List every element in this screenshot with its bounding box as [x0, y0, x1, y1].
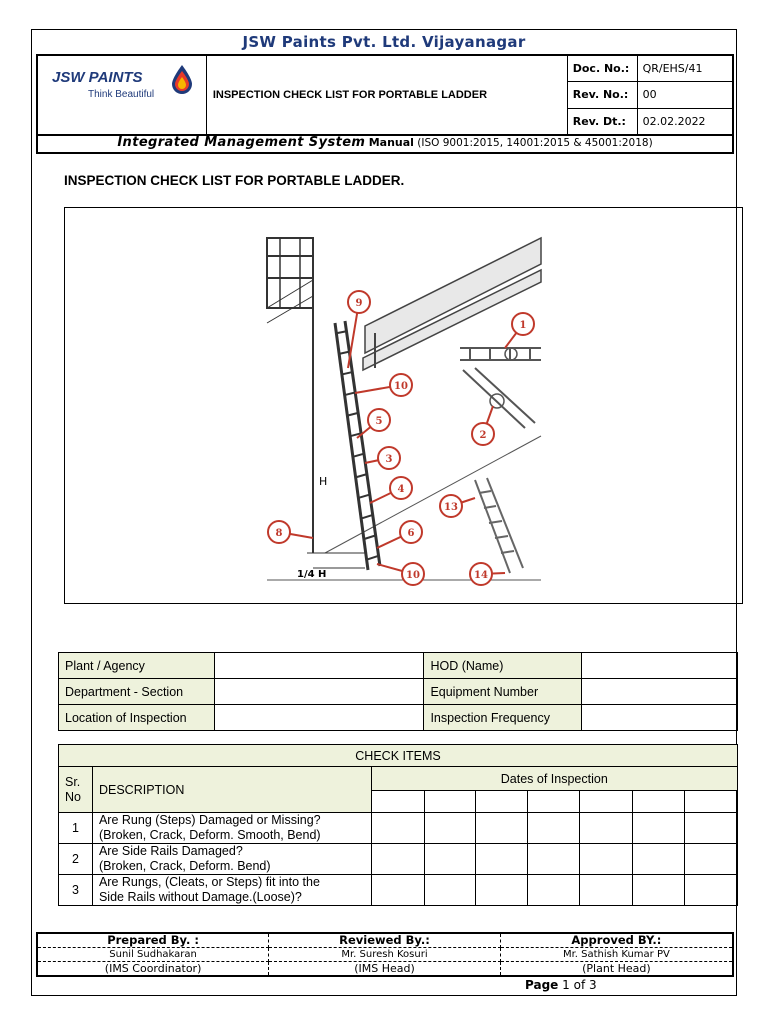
- ladder-rung: [364, 535, 376, 539]
- inspection-date-cell[interactable]: [424, 844, 476, 875]
- reviewed-by-role: (IMS Head): [269, 962, 501, 977]
- inspection-date-header-cell[interactable]: [633, 791, 685, 813]
- sr-no-header: Sr. No: [59, 767, 93, 813]
- plant-agency-field[interactable]: [214, 653, 424, 679]
- check-items-body: [59, 813, 738, 906]
- logo-cell: [37, 55, 206, 135]
- callout-number: 13: [444, 502, 458, 513]
- check-item-description: [92, 813, 371, 844]
- check-item-sr: 1: [59, 813, 93, 844]
- info-row: [59, 705, 738, 731]
- inspection-date-header-cell[interactable]: [685, 791, 738, 813]
- rev-date-label: Rev. Dt.:: [567, 108, 637, 135]
- inspection-date-cell[interactable]: [476, 844, 528, 875]
- prepared-by-role: (IMS Coordinator): [37, 962, 269, 977]
- check-item-sr: 2: [59, 844, 93, 875]
- callout-number: 10: [406, 570, 420, 581]
- inspection-date-cell[interactable]: [528, 875, 580, 906]
- ladder-rung: [358, 495, 369, 498]
- check-item-description: [92, 844, 371, 875]
- inspection-date-cell[interactable]: [371, 844, 424, 875]
- check-item-line1: Are Side Rails Damaged?: [98, 844, 243, 858]
- dates-header: Dates of Inspection: [371, 767, 737, 791]
- company-name: JSW Paints Pvt. Ltd. Vijayanagar: [242, 33, 526, 51]
- check-item-line2: (Broken, Crack, Deform. Bend): [98, 859, 271, 873]
- reviewed-by-name: Mr. Suresh Kosuri: [269, 948, 501, 962]
- check-item-row: [59, 875, 738, 906]
- inspection-date-cell[interactable]: [580, 813, 633, 844]
- ladder-rung: [361, 515, 373, 519]
- rev-no-value: 00: [637, 82, 733, 109]
- detail-ladder-bottom: [475, 478, 523, 573]
- approved-by-label: Approved BY.:: [500, 933, 733, 948]
- check-item-line2: (Broken, Crack, Deform. Smooth, Bend): [98, 828, 321, 842]
- prepared-by-name: Sunil Sudhakaran: [37, 948, 269, 962]
- inspection-date-cell[interactable]: [633, 813, 685, 844]
- ladder-rung: [345, 392, 356, 395]
- inspection-date-cell[interactable]: [371, 813, 424, 844]
- ims-title: Integrated Management System: [117, 135, 366, 150]
- page-number: [525, 978, 597, 992]
- inspection-date-cell[interactable]: [476, 875, 528, 906]
- approved-by-name: Mr. Sathish Kumar PV: [500, 948, 733, 962]
- wall-structure: [267, 238, 313, 553]
- ims-manual: Manual: [368, 136, 414, 149]
- document-header: [36, 54, 734, 136]
- callout-number: 2: [479, 430, 487, 441]
- approved-by-role: (Plant Head): [582, 962, 651, 975]
- inspection-frequency-label: Inspection Frequency: [424, 705, 582, 731]
- page-total: 3: [589, 978, 597, 992]
- document-title: INSPECTION CHECK LIST FOR PORTABLE LADDER: [206, 55, 567, 135]
- inspection-date-cell[interactable]: [685, 813, 738, 844]
- ladder-rung: [356, 474, 367, 477]
- callout-number: 3: [385, 454, 393, 465]
- base-label: 1/4 H: [297, 569, 327, 580]
- check-item-row: [59, 813, 738, 844]
- callout-number: 1: [519, 320, 527, 331]
- inspection-date-cell[interactable]: [633, 844, 685, 875]
- rev-date-value: 02.02.2022: [637, 108, 733, 135]
- inspection-date-cell[interactable]: [685, 844, 738, 875]
- location-field[interactable]: [214, 705, 424, 731]
- ladder-rung: [339, 352, 349, 354]
- check-item-description: [92, 875, 371, 906]
- callout-number: 10: [394, 381, 408, 392]
- check-item-line1: Are Rungs, (Cleats, or Steps) fit into the: [98, 875, 320, 889]
- prepared-by-label: Prepared By. :: [37, 933, 269, 948]
- inspection-date-cell[interactable]: [580, 875, 633, 906]
- callout-number: 9: [355, 298, 363, 309]
- logo-tagline: Think Beautiful: [88, 89, 155, 100]
- callout-number: 6: [407, 528, 415, 539]
- callout-number: 4: [397, 484, 405, 495]
- check-items-title: CHECK ITEMS: [59, 745, 738, 767]
- check-items-table: [58, 744, 738, 906]
- check-item-sr: 3: [59, 875, 93, 906]
- inspection-date-cell[interactable]: [580, 844, 633, 875]
- page-word: Page: [525, 978, 559, 992]
- department-section-label: Department - Section: [59, 679, 215, 705]
- inspection-date-cell[interactable]: [633, 875, 685, 906]
- inspection-date-cell[interactable]: [424, 813, 476, 844]
- inspection-date-header-cell[interactable]: [528, 791, 580, 813]
- inspection-date-cell[interactable]: [685, 875, 738, 906]
- ladder-rung: [367, 556, 379, 560]
- hod-name-label: HOD (Name): [424, 653, 582, 679]
- inspection-date-cell[interactable]: [528, 813, 580, 844]
- department-section-field[interactable]: [214, 679, 424, 705]
- ladder-diagram: [65, 208, 742, 603]
- height-label: H: [319, 475, 328, 488]
- signoff-table: [36, 932, 734, 977]
- callout-number: 8: [275, 528, 283, 539]
- inspection-date-cell[interactable]: [424, 875, 476, 906]
- equipment-number-field[interactable]: [582, 679, 738, 705]
- info-row: [59, 653, 738, 679]
- ims-banner: [36, 134, 734, 154]
- callout-number: 14: [474, 570, 488, 581]
- ladder-rung: [347, 413, 358, 416]
- logo-brand: JSW PAINTS: [52, 69, 143, 86]
- doc-no-label: Doc. No.:: [567, 55, 637, 82]
- inspection-date-cell[interactable]: [476, 813, 528, 844]
- description-header: DESCRIPTION: [92, 767, 371, 813]
- page-of: of: [573, 978, 586, 992]
- checklist-heading: INSPECTION CHECK LIST FOR PORTABLE LADDER.: [64, 173, 405, 188]
- detail-ladder-top: [460, 348, 541, 428]
- ims-standards: (ISO 9001:2015, 14001:2015 & 45001:2018): [417, 137, 653, 149]
- reviewed-by-label: Reviewed By.:: [269, 933, 501, 948]
- i-beam: [363, 238, 541, 370]
- info-table: [58, 652, 738, 731]
- check-item-line1: Are Rung (Steps) Damaged or Missing?: [98, 813, 321, 827]
- ladder-rung: [336, 331, 346, 333]
- check-item-line2: Side Rails without Damage.(Loose)?: [98, 890, 302, 904]
- doc-no-value: QR/EHS/41: [637, 55, 733, 82]
- paint-drop-icon: [170, 64, 194, 96]
- ladder-figure: [64, 207, 743, 604]
- plant-agency-label: Plant / Agency: [59, 653, 215, 679]
- inspection-date-cell[interactable]: [528, 844, 580, 875]
- equipment-number-label: Equipment Number: [424, 679, 582, 705]
- inspection-frequency-field[interactable]: [582, 705, 738, 731]
- rev-no-label: Rev. No.:: [567, 82, 637, 109]
- hod-name-field[interactable]: [582, 653, 738, 679]
- location-label: Location of Inspection: [59, 705, 215, 731]
- callout-number: 5: [375, 416, 383, 427]
- ladder-rung: [353, 454, 364, 457]
- check-item-row: [59, 844, 738, 875]
- inspection-date-header-cell[interactable]: [424, 791, 476, 813]
- inspection-date-cell[interactable]: [371, 875, 424, 906]
- info-row: [59, 679, 738, 705]
- inspection-date-header-cell[interactable]: [371, 791, 424, 813]
- inspection-date-header-cell[interactable]: [476, 791, 528, 813]
- ladder-rung: [342, 372, 352, 374]
- inspection-date-header-cell[interactable]: [580, 791, 633, 813]
- page-current: 1: [562, 978, 570, 992]
